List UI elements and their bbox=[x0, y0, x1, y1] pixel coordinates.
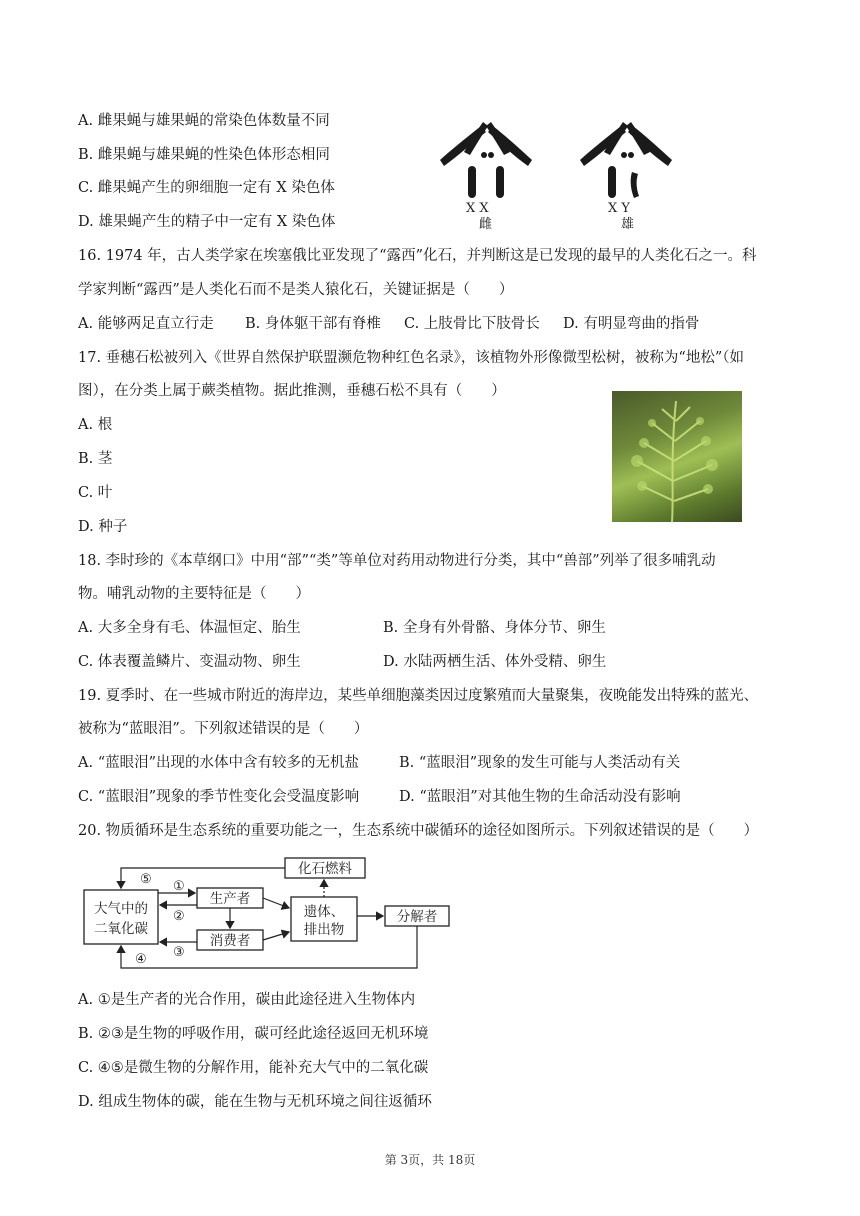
q18-stem-line2: 物。哺乳动物的主要特征是（ ） bbox=[78, 586, 310, 602]
q19-stem-line1: 19. 夏季时、在一些城市附近的海岸边，某些单细胞藻类因过度繁殖而大量聚集，夜晚能发出特殊的蓝光、 bbox=[78, 688, 759, 704]
q19-option-d: D. “蓝眼泪”对其他生物的生命活动没有影响 bbox=[399, 789, 681, 805]
q19-option-a: A. “蓝眼泪”出现的水体中含有较多的无机盐 bbox=[78, 755, 360, 771]
label-2: ② bbox=[173, 909, 185, 924]
q18-option-b: B. 全身有外骨骼、身体分节、卵生 bbox=[383, 620, 606, 636]
chromosome-figure bbox=[436, 118, 676, 238]
label-4: ④ bbox=[135, 952, 147, 967]
q16-option-c: C. 上肢骨比下肢骨长 bbox=[404, 316, 540, 332]
q18-option-c: C. 体表覆盖鳞片、变温动物、卵生 bbox=[78, 654, 301, 670]
q16-option-b: B. 身体躯干部有脊椎 bbox=[245, 316, 381, 332]
q15-option-d: D. 雄果蝇产生的精子中一定有 X 染色体 bbox=[78, 214, 336, 230]
female-caption: 雌 bbox=[479, 217, 493, 232]
page-footer: 第 3页，共 18页 bbox=[384, 1153, 476, 1167]
label-1: ① bbox=[173, 879, 185, 894]
arrow-consumer-remains bbox=[263, 932, 289, 940]
remains-label-line1: 遗体、 bbox=[303, 904, 345, 920]
q20-option-d: D. 组成生物体的碳，能在生物与无机环境之间往返循环 bbox=[78, 1094, 432, 1110]
q16-option-a: A. 能够两足直立行走 bbox=[78, 316, 214, 332]
atmosphere-label-line2: 二氧化碳 bbox=[94, 921, 148, 937]
consumer-label: 消费者 bbox=[209, 933, 251, 949]
q20-option-b: B. ②③是生物的呼吸作用，碳可经此途径返回无机环境 bbox=[78, 1026, 429, 1042]
q16-stem-line1: 16. 1974 年，古人类学家在埃塞俄比亚发现了“露西”化石，并判断这是已发现的最早的人类化石之一。科 bbox=[78, 248, 757, 264]
male-chromosomes bbox=[580, 122, 672, 198]
male-xy-label: X Y bbox=[608, 201, 630, 216]
q20-option-a: A. ①是生产者的光合作用，碳由此途径进入生物体内 bbox=[78, 992, 416, 1008]
q18-option-a: A. 大多全身有毛、体温恒定、胎生 bbox=[78, 620, 301, 636]
q19-option-b: B. “蓝眼泪”现象的发生可能与人类活动有关 bbox=[399, 755, 681, 771]
female-chromosomes bbox=[440, 122, 532, 198]
q17-stem-line1: 17. 垂穗石松被列入《世界自然保护联盟濒危物种红色名录》，该植物外形像微型松树，被称为“地松”（如 bbox=[78, 350, 744, 366]
q18-stem-line1: 18. 李时珍的《本草纲口》中用“部”“类”等单位对药用动物进行分类，其中“兽部”列举了很多哺乳动 bbox=[78, 553, 716, 569]
q17-option-c: C. 叶 bbox=[78, 485, 113, 501]
q17-option-d: D. 种子 bbox=[78, 519, 128, 535]
producer-label: 生产者 bbox=[209, 891, 251, 907]
q20-stem-line1: 20. 物质循环是生态系统的重要功能之一，生态系统中碳循环的途径如图所示。下列叙述错误的是（ ） bbox=[78, 823, 759, 839]
q15-option-b: B. 雌果蝇与雄果蝇的性染色体形态相同 bbox=[78, 147, 330, 163]
q17-option-b: B. 茎 bbox=[78, 451, 113, 467]
q17-stem-line2: 图），在分类上属于蕨类植物。据此推测，垂穗石松不具有（ ） bbox=[78, 383, 506, 399]
arrow-4 bbox=[121, 926, 417, 968]
decomposer-label: 分解者 bbox=[396, 909, 438, 925]
q19-stem-line2: 被称为“蓝眼泪”。下列叙述错误的是（ ） bbox=[78, 721, 369, 737]
club-moss-photo bbox=[612, 391, 742, 522]
club-moss-illustration bbox=[612, 391, 742, 522]
atmosphere-label-line1: 大气中的 bbox=[94, 901, 148, 917]
q15-option-a: A. 雌果蝇与雄果蝇的常染色体数量不同 bbox=[78, 113, 330, 129]
remains-label-line2: 排出物 bbox=[303, 922, 345, 938]
q16-stem-line2: 学家判断“露西”是人类化石而不是类人猿化石，关键证据是（ ） bbox=[78, 282, 514, 298]
q17-option-a: A. 根 bbox=[78, 417, 113, 433]
female-xx-label: X X bbox=[466, 201, 489, 216]
male-caption: 雄 bbox=[621, 217, 635, 232]
fossil-fuel-label: 化石燃料 bbox=[298, 861, 352, 877]
q19-option-c: C. “蓝眼泪”现象的季节性变化会受温度影响 bbox=[78, 789, 360, 805]
q15-option-c: C. 雌果蝇产生的卵细胞一定有 X 染色体 bbox=[78, 180, 335, 196]
q16-option-d: D. 有明显弯曲的指骨 bbox=[563, 316, 700, 332]
carbon-cycle-diagram bbox=[80, 850, 460, 974]
label-5: ⑤ bbox=[140, 872, 152, 887]
q20-option-c: C. ④⑤是微生物的分解作用，能补充大气中的二氧化碳 bbox=[78, 1060, 429, 1076]
arrow-producer-remains bbox=[263, 898, 289, 908]
label-3: ③ bbox=[173, 945, 185, 960]
q18-option-d: D. 水陆两栖生活、体外受精、卵生 bbox=[383, 654, 607, 670]
